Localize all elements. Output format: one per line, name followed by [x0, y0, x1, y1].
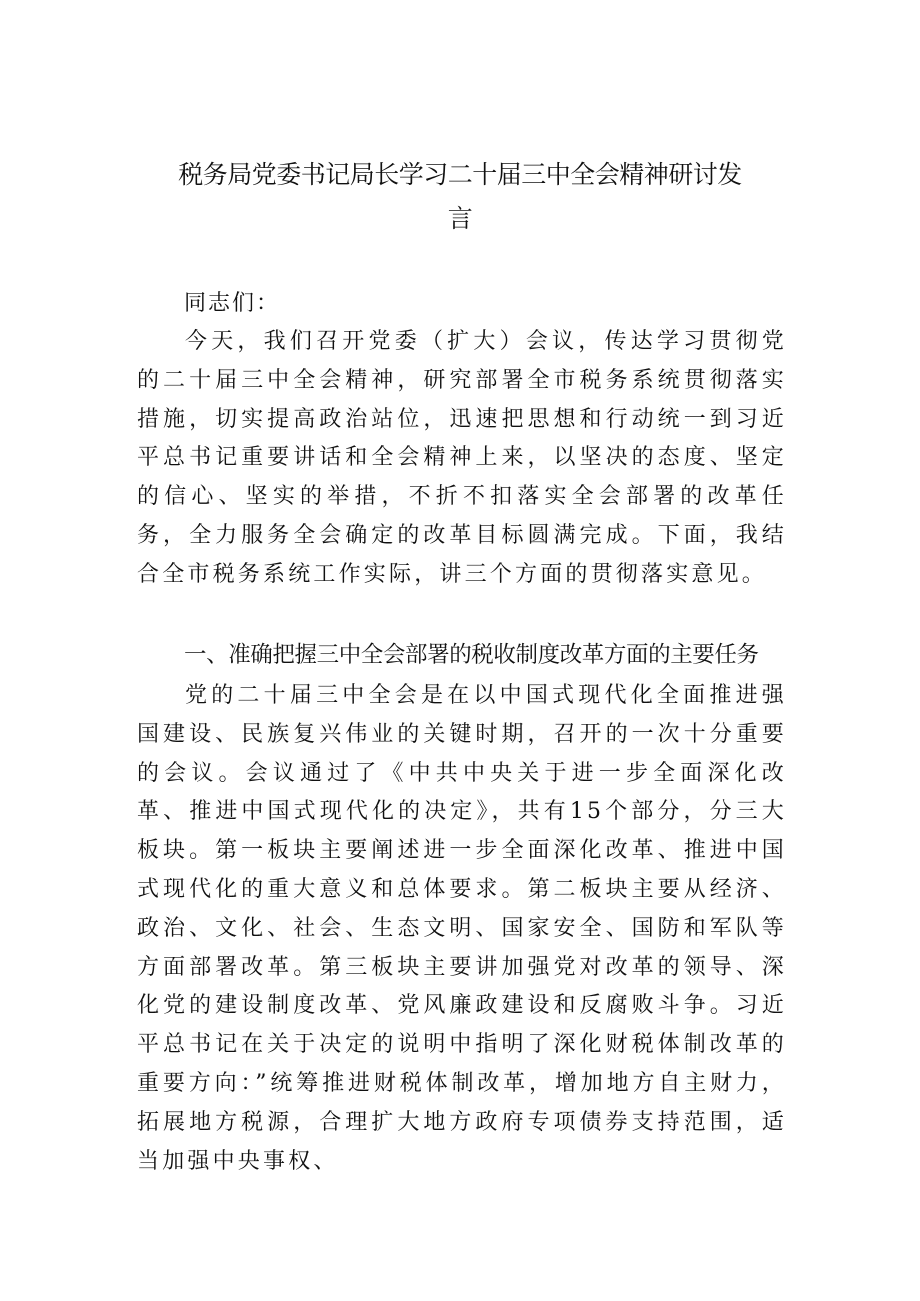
title-line-1: 税务局党委书记局长学习二十届三中全会精神研讨发 [178, 160, 742, 189]
title-line-2: 言 [447, 204, 473, 233]
greeting: 同志们： [184, 291, 281, 316]
document-title [135, 156, 785, 238]
paragraph-2: 党的二十届三中全会是在以中国式现代化全面推进强国建设、民族复兴伟业的关键时期，召开的一次十分重要的会议。会议通过了《中共中央关于进一步全面深化改革、推进中国式现代化的决定》，共有15个部分，分三大板块。第一板块主要阐述进一步全面深化改革、推进中国式现代化的重大意义和总体要求。第二板块主要从经济、政治、文化、社会、生态文明、国家安全、国防和军队等方面部署改革。第三板块主要讲加强党对改革的领导、深化党的建设制度改革、党风廉政建设和反腐败斗争。习近平总书记在关于决定的说明中指明了深化财税体制改革的重要方向：”统筹推进财税体制改革，增加地方自主财力，拓展地方税源，合理扩大地方政府专项债券支持范围，适当加强中央事权、 [137, 683, 787, 1174]
paragraph-1: 今天，我们召开党委（扩大）会议，传达学习贯彻党的二十届三中全会精神，研究部署全市税务系统贯彻落实措施，切实提高政治站位，迅速把思想和行动统一到习近平总书记重要讲话和全会精神上来，以坚决的态度、坚定的信心、坚实的举措，不折不扣落实全会部署的改革任务，全力服务全会确定的改革目标圆满完成。下面，我结合全市税务系统工作实际，讲三个方面的贯彻落实意见。 [137, 329, 787, 587]
section-heading-1: 一、准确把握三中全会部署的税收制度改革方面的主要任务 [184, 642, 759, 668]
